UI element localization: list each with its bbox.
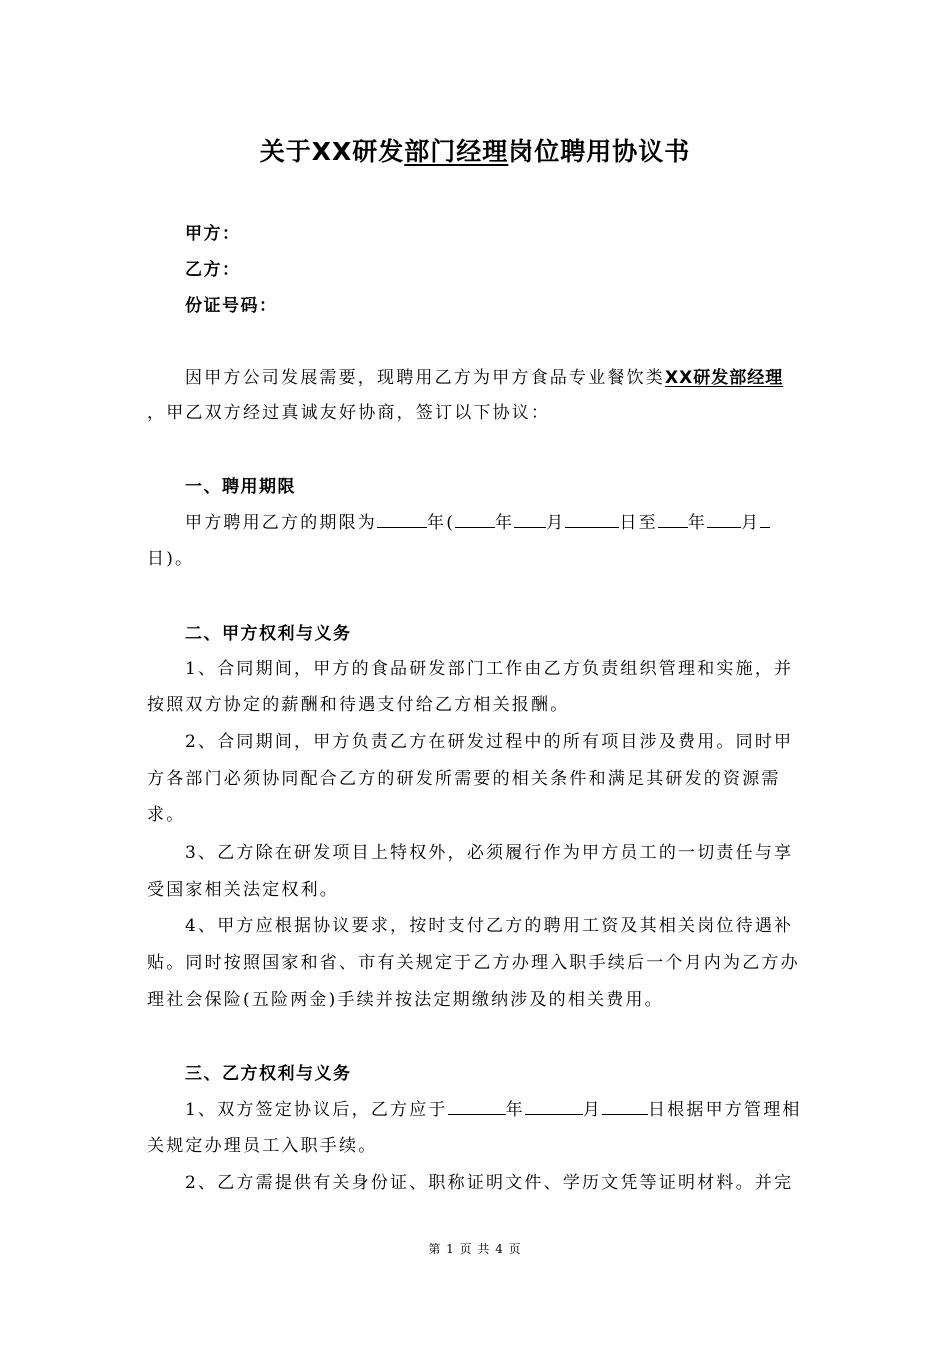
term-line-cont: 日)。 bbox=[147, 549, 195, 569]
term-line: 甲方聘用乙方的期限为 年( 年 月 日至 年 月 bbox=[185, 508, 807, 533]
blank-field[interactable] bbox=[455, 512, 495, 528]
blank-field[interactable] bbox=[658, 512, 688, 528]
blank-field[interactable] bbox=[448, 1099, 506, 1115]
s2-item-3-cont: 受国家相关法定权利。 bbox=[147, 880, 339, 900]
blank-field[interactable] bbox=[377, 512, 427, 528]
section-2-heading: 二、甲方权利与义务 bbox=[185, 624, 352, 644]
s2-item-3: 3、乙方除在研发项目上特权外，必须履行作为甲方员工的一切责任与享 bbox=[185, 843, 794, 863]
s2-item-4-cont: 贴。同时按照国家和省、市有关规定于乙方办理入职手续后一个月内为乙方办 bbox=[147, 953, 800, 973]
blank-field[interactable] bbox=[602, 1099, 648, 1115]
intro-paragraph-cont: ，甲乙双方经过真诚友好协商，签订以下协议： bbox=[147, 403, 551, 423]
s2-item-2-cont: 求。 bbox=[147, 805, 186, 825]
document-title: 关于XX研发部门经理岗位聘用协议书 bbox=[259, 137, 691, 166]
id-number-label: 份证号码： bbox=[185, 296, 278, 316]
blank-field[interactable] bbox=[525, 1099, 583, 1115]
intro-paragraph: 因甲方公司发展需要，现聘用乙方为甲方食品专业餐饮类XX研发部经理 bbox=[185, 368, 784, 388]
s3-item-1: 1、双方签定协议后，乙方应于 年 月 日根据甲方管理相 bbox=[185, 1100, 802, 1120]
s3-item-2: 2、乙方需提供有关身份证、职称证明文件、学历文凭等证明材料。并完 bbox=[185, 1173, 794, 1193]
s2-item-1: 1、合同期间，甲方的食品研发部门工作由乙方负责组织管理和实施，并 bbox=[185, 659, 794, 679]
section-3-heading: 三、乙方权利与义务 bbox=[185, 1064, 352, 1084]
s2-item-4: 4、甲方应根据协议要求，按时支付乙方的聘用工资及其相关岗位待遇补 bbox=[185, 916, 794, 936]
blank-field[interactable] bbox=[565, 512, 619, 528]
party-b-label: 乙方： bbox=[185, 260, 241, 280]
blank-field[interactable] bbox=[760, 512, 770, 528]
s2-item-4-cont: 理社会保险(五险两金)手续并按法定期缴纳涉及的相关费用。 bbox=[147, 990, 664, 1010]
blank-field[interactable] bbox=[514, 512, 546, 528]
party-a-label: 甲方： bbox=[185, 224, 241, 244]
position-name: XX研发部经理 bbox=[665, 368, 784, 388]
blank-field[interactable] bbox=[707, 512, 741, 528]
s2-item-1-cont: 按照双方协定的薪酬和待遇支付给乙方相关报酬。 bbox=[147, 695, 570, 715]
page-footer: 第 1 页 共 4 页 bbox=[428, 1242, 522, 1256]
s3-item-1-cont: 关规定办理员工入职手续。 bbox=[147, 1136, 378, 1156]
section-1-heading: 一、聘用期限 bbox=[185, 477, 296, 497]
s2-item-2-cont: 方各部门必须协同配合乙方的研发所需要的相关条件和满足其研发的资源需 bbox=[147, 769, 781, 789]
s2-item-2: 2、合同期间，甲方负责乙方在研发过程中的所有项目涉及费用。同时甲 bbox=[185, 732, 794, 752]
